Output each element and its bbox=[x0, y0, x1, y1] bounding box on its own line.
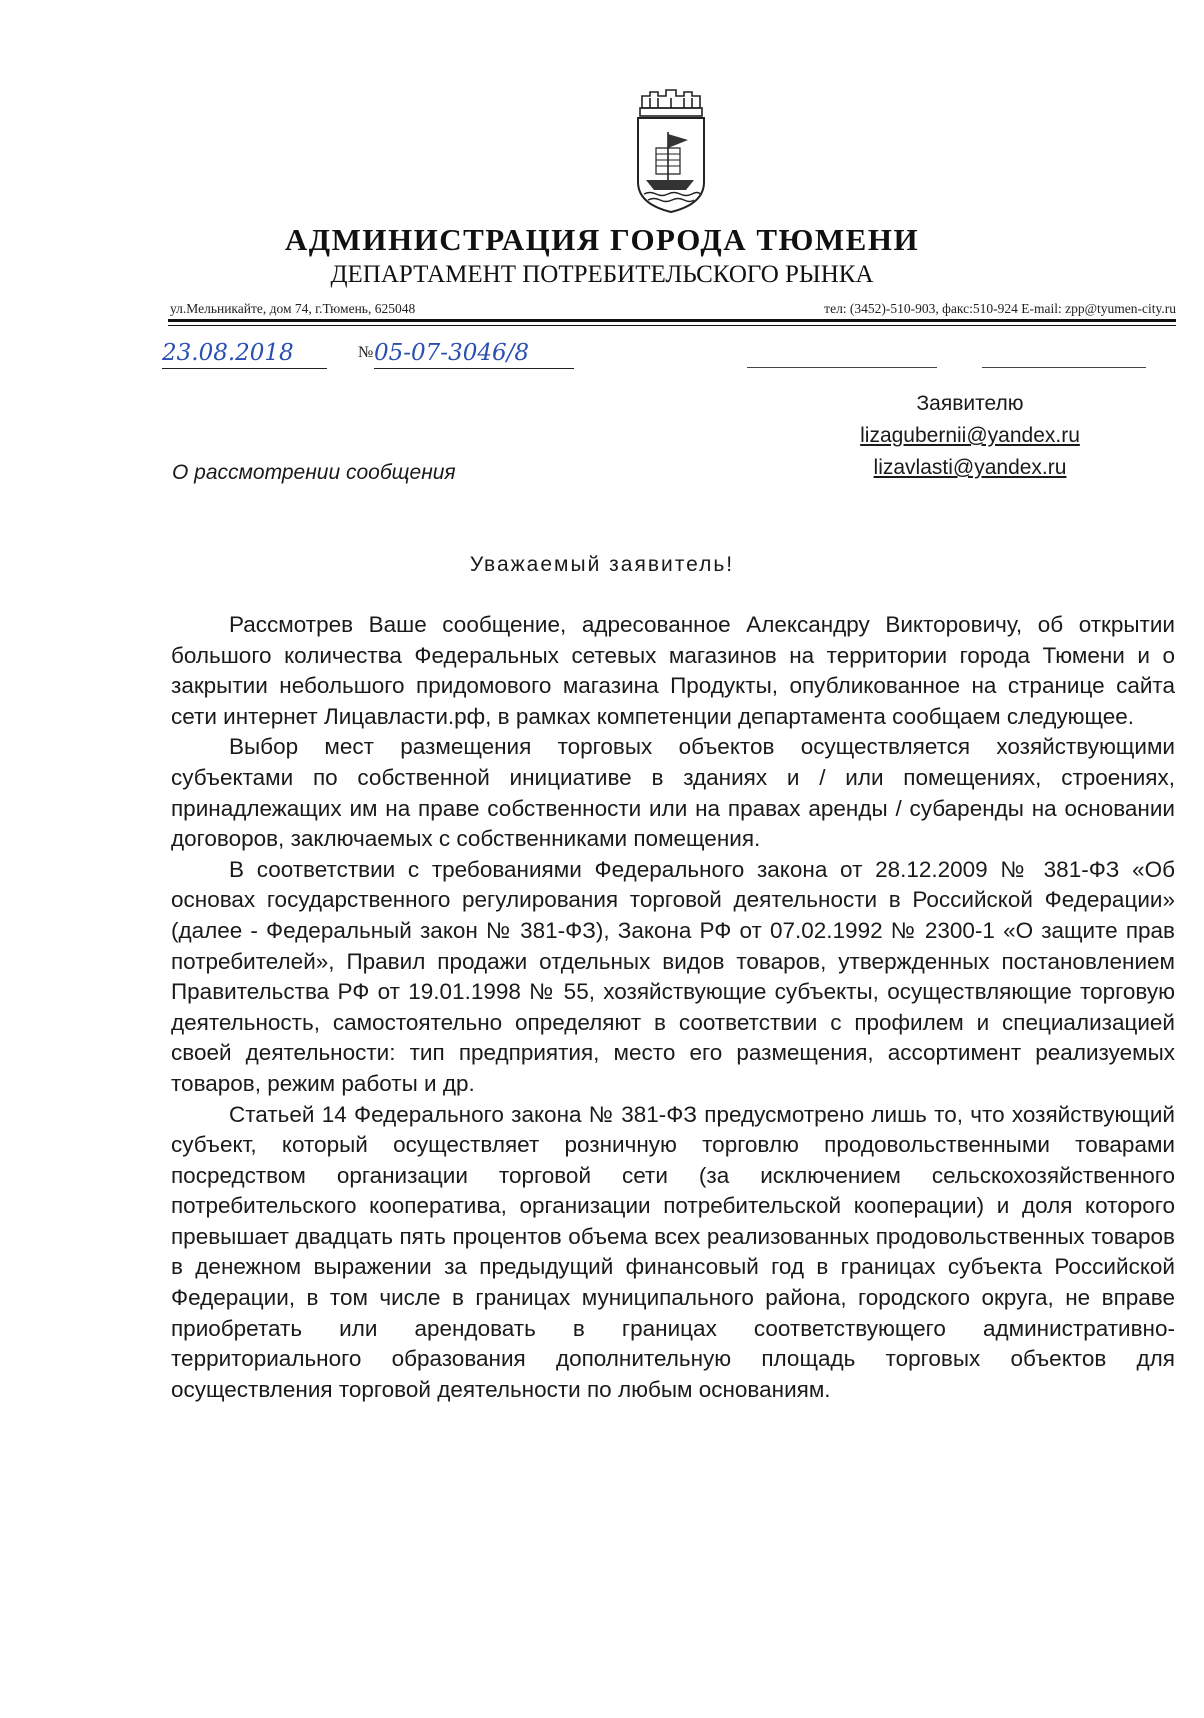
blank-line bbox=[747, 367, 937, 368]
body-paragraph: Статьей 14 Федерального закона № 381-ФЗ предусмотрено лишь то, что хозяйствующий субъект, который осуществляет розничную торговлю продовольственными товарами посредством организации торговой сети (за исключением сельскохозяйственного потребительского кооператива, организации потребительской кооперации) и доля которого превышает двадцать пять процентов объема всех реализованных продовольственных товаров в денежном выражении за предыдущий финансовый год в границах субъекта Российской Федерации, в том числе в границах муниципального района, городского округа, не вправе приобретать или арендовать в границах соответствующего административно-территориального образования дополнительную площадь торговых объектов для осуществления торговой деятельности по любым основаниям. bbox=[171, 1101, 1175, 1402]
body-paragraph: В соответствии с требованиями Федерального закона от 28.12.2009 № 381-ФЗ «Об основах государственного регулирования торговой деятельности в Российской Федерации» (далее - Федеральный закон № 381-ФЗ), Закона РФ от 07.02.1992 № 2300-1 «О защите прав потребителей», Правил продажи отдельных видов товаров, утвержденных постановлением Правительства РФ от 19.01.1998 № 55, хозяйствующие субъекты, осуществляющие торговую деятельность, самостоятельно определяют в соответствии с профилем и специализацией своей деятельности: тип предприятия, место его размещения, ассортимент реализуемых товаров, режим работы и др. bbox=[171, 856, 1175, 1096]
header-rule-thick bbox=[168, 319, 1176, 322]
salutation: Уважаемый заявитель! bbox=[469, 553, 735, 576]
registration-number: 05-07-3046/8 bbox=[374, 340, 574, 369]
tyumen-coat-of-arms-icon bbox=[628, 86, 714, 216]
organization-title: АДМИНИСТРАЦИЯ ГОРОДА ТЮМЕНИ bbox=[284, 222, 920, 257]
addressee-email-link[interactable]: lizagubernii@yandex.ru bbox=[860, 424, 1080, 447]
body-paragraph: Рассмотрев Ваше сообщение, адресованное Александру Викторовичу, об открытии большого количества Федеральных сетевых магазинов на территории города Тюмени и о закрытии небольшого придомового магазина Продукты, опубликованное на странице сайта сети интернет Лицавласти.рф, в рамках компетенции департамента сообщаем следующее. bbox=[171, 612, 1175, 729]
letter-body bbox=[171, 610, 1175, 1405]
letter-subject: О рассмотрении сообщения bbox=[172, 461, 456, 484]
blank-line bbox=[982, 367, 1146, 368]
addressee-email-link[interactable]: lizavlasti@yandex.ru bbox=[873, 456, 1067, 479]
organization-contacts: тел: (3452)-510-903, факс:510-924 E-mail: zpp@tyumen-city.ru bbox=[824, 301, 1176, 316]
registration-number-label: № bbox=[358, 344, 374, 361]
department-title: ДЕПАРТАМЕНТ ПОТРЕБИТЕЛЬСКОГО РЫНКА bbox=[330, 261, 874, 288]
body-paragraph: Выбор мест размещения торговых объектов осуществляется хозяйствующими субъектами по собственной инициативе в зданиях и / или помещениях, строениях, принадлежащих им на праве собственности или на правах аренды / субаренды на основании договоров, заключаемых с собственниками помещения. bbox=[171, 734, 1175, 852]
registration-date: 23.08.2018 bbox=[162, 340, 327, 369]
addressee-name: Заявителю bbox=[916, 392, 1024, 415]
organization-address: ул.Мельникайте, дом 74, г.Тюмень, 625048 bbox=[170, 301, 416, 316]
header-rule-thin bbox=[168, 325, 1176, 326]
